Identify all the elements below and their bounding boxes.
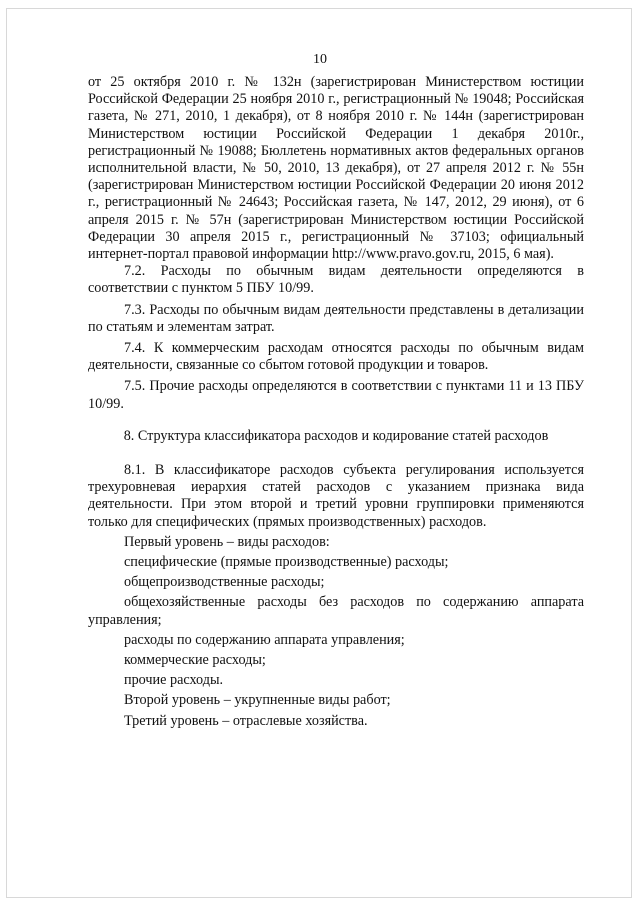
level-1-item: специфические (прямые производственные) расходы; bbox=[124, 554, 449, 571]
level-1-item: общехозяйственные расходы без расходов по содержанию аппарата управления; bbox=[88, 594, 584, 628]
item-7-3: 7.3. Расходы по обычным видам деятельности представлены в детализации по статьям и элементам затрат. bbox=[88, 301, 584, 335]
section-heading: 8. Структура классификатора расходов и кодирование статей расходов bbox=[123, 428, 549, 444]
level-3-title: Третий уровень – отраслевые хозяйства. bbox=[124, 712, 368, 729]
item-7-5: 7.5. Прочие расходы определяются в соответствии с пунктами 11 и 13 ПБУ 10/99. bbox=[88, 378, 584, 412]
level-1-item: расходы по содержанию аппарата управления; bbox=[124, 631, 405, 648]
continuation-paragraph: от 25 октября 2010 г. № 132н (зарегистрирован Министерством юстиции Российской Федерации 25 ноября 2010 г., регистрационный № 19048; Российская газета, № 271, 2010, 1 декабря), от 8 ноября 2010 г. № 144н (зарегистрирован Министерством юстиции Российской Федерации 1 декабря 2010г., регистрационный № 19088; Бюллетень нормативных актов федеральных органов исполнительной власти, № 50, 2010, 13 декабря), от 27 апреля 2012 г. № 55н (зарегистрирован Министерством юстиции Российской Федерации 20 июня 2012 г., регистрационный № 24643; Российская газета, № 147, 2012, 29 июня), от 6 апреля 2015 г. № 57н (зарегистрирован Министерством юстиции Российской Федерации 30 апреля 2015 г., регистрационный № 37103; официальный интернет-портал правовой информации http://www.pravo.gov.ru, 2015, 6 мая). bbox=[88, 74, 584, 263]
level-1-title: Первый уровень – виды расходов: bbox=[124, 533, 330, 550]
level-1-item: прочие расходы. bbox=[124, 672, 224, 689]
item-8-1: 8.1. В классификаторе расходов субъекта регулирования используется трехуровневая иерархия статей расходов с указанием признака вида деятельности. При этом второй и третий уровни группировки применяются только для специфических (прямых производственных) расходов. bbox=[88, 462, 584, 530]
item-7-4: 7.4. К коммерческим расходам относятся расходы по обычным видам деятельности, связанные со сбытом готовой продукции и товаров. bbox=[88, 340, 584, 374]
level-2-title: Второй уровень – укрупненные виды работ; bbox=[124, 692, 391, 709]
page-number: 10 bbox=[313, 52, 327, 67]
level-1-item: коммерческие расходы; bbox=[124, 652, 266, 669]
item-7-2: 7.2. Расходы по обычным видам деятельности определяются в соответствии с пунктом 5 ПБУ 10/99. bbox=[88, 263, 584, 297]
body-block-2 bbox=[88, 462, 584, 730]
body-block-1 bbox=[88, 74, 584, 413]
level-1-item: общепроизводственные расходы; bbox=[124, 574, 325, 591]
